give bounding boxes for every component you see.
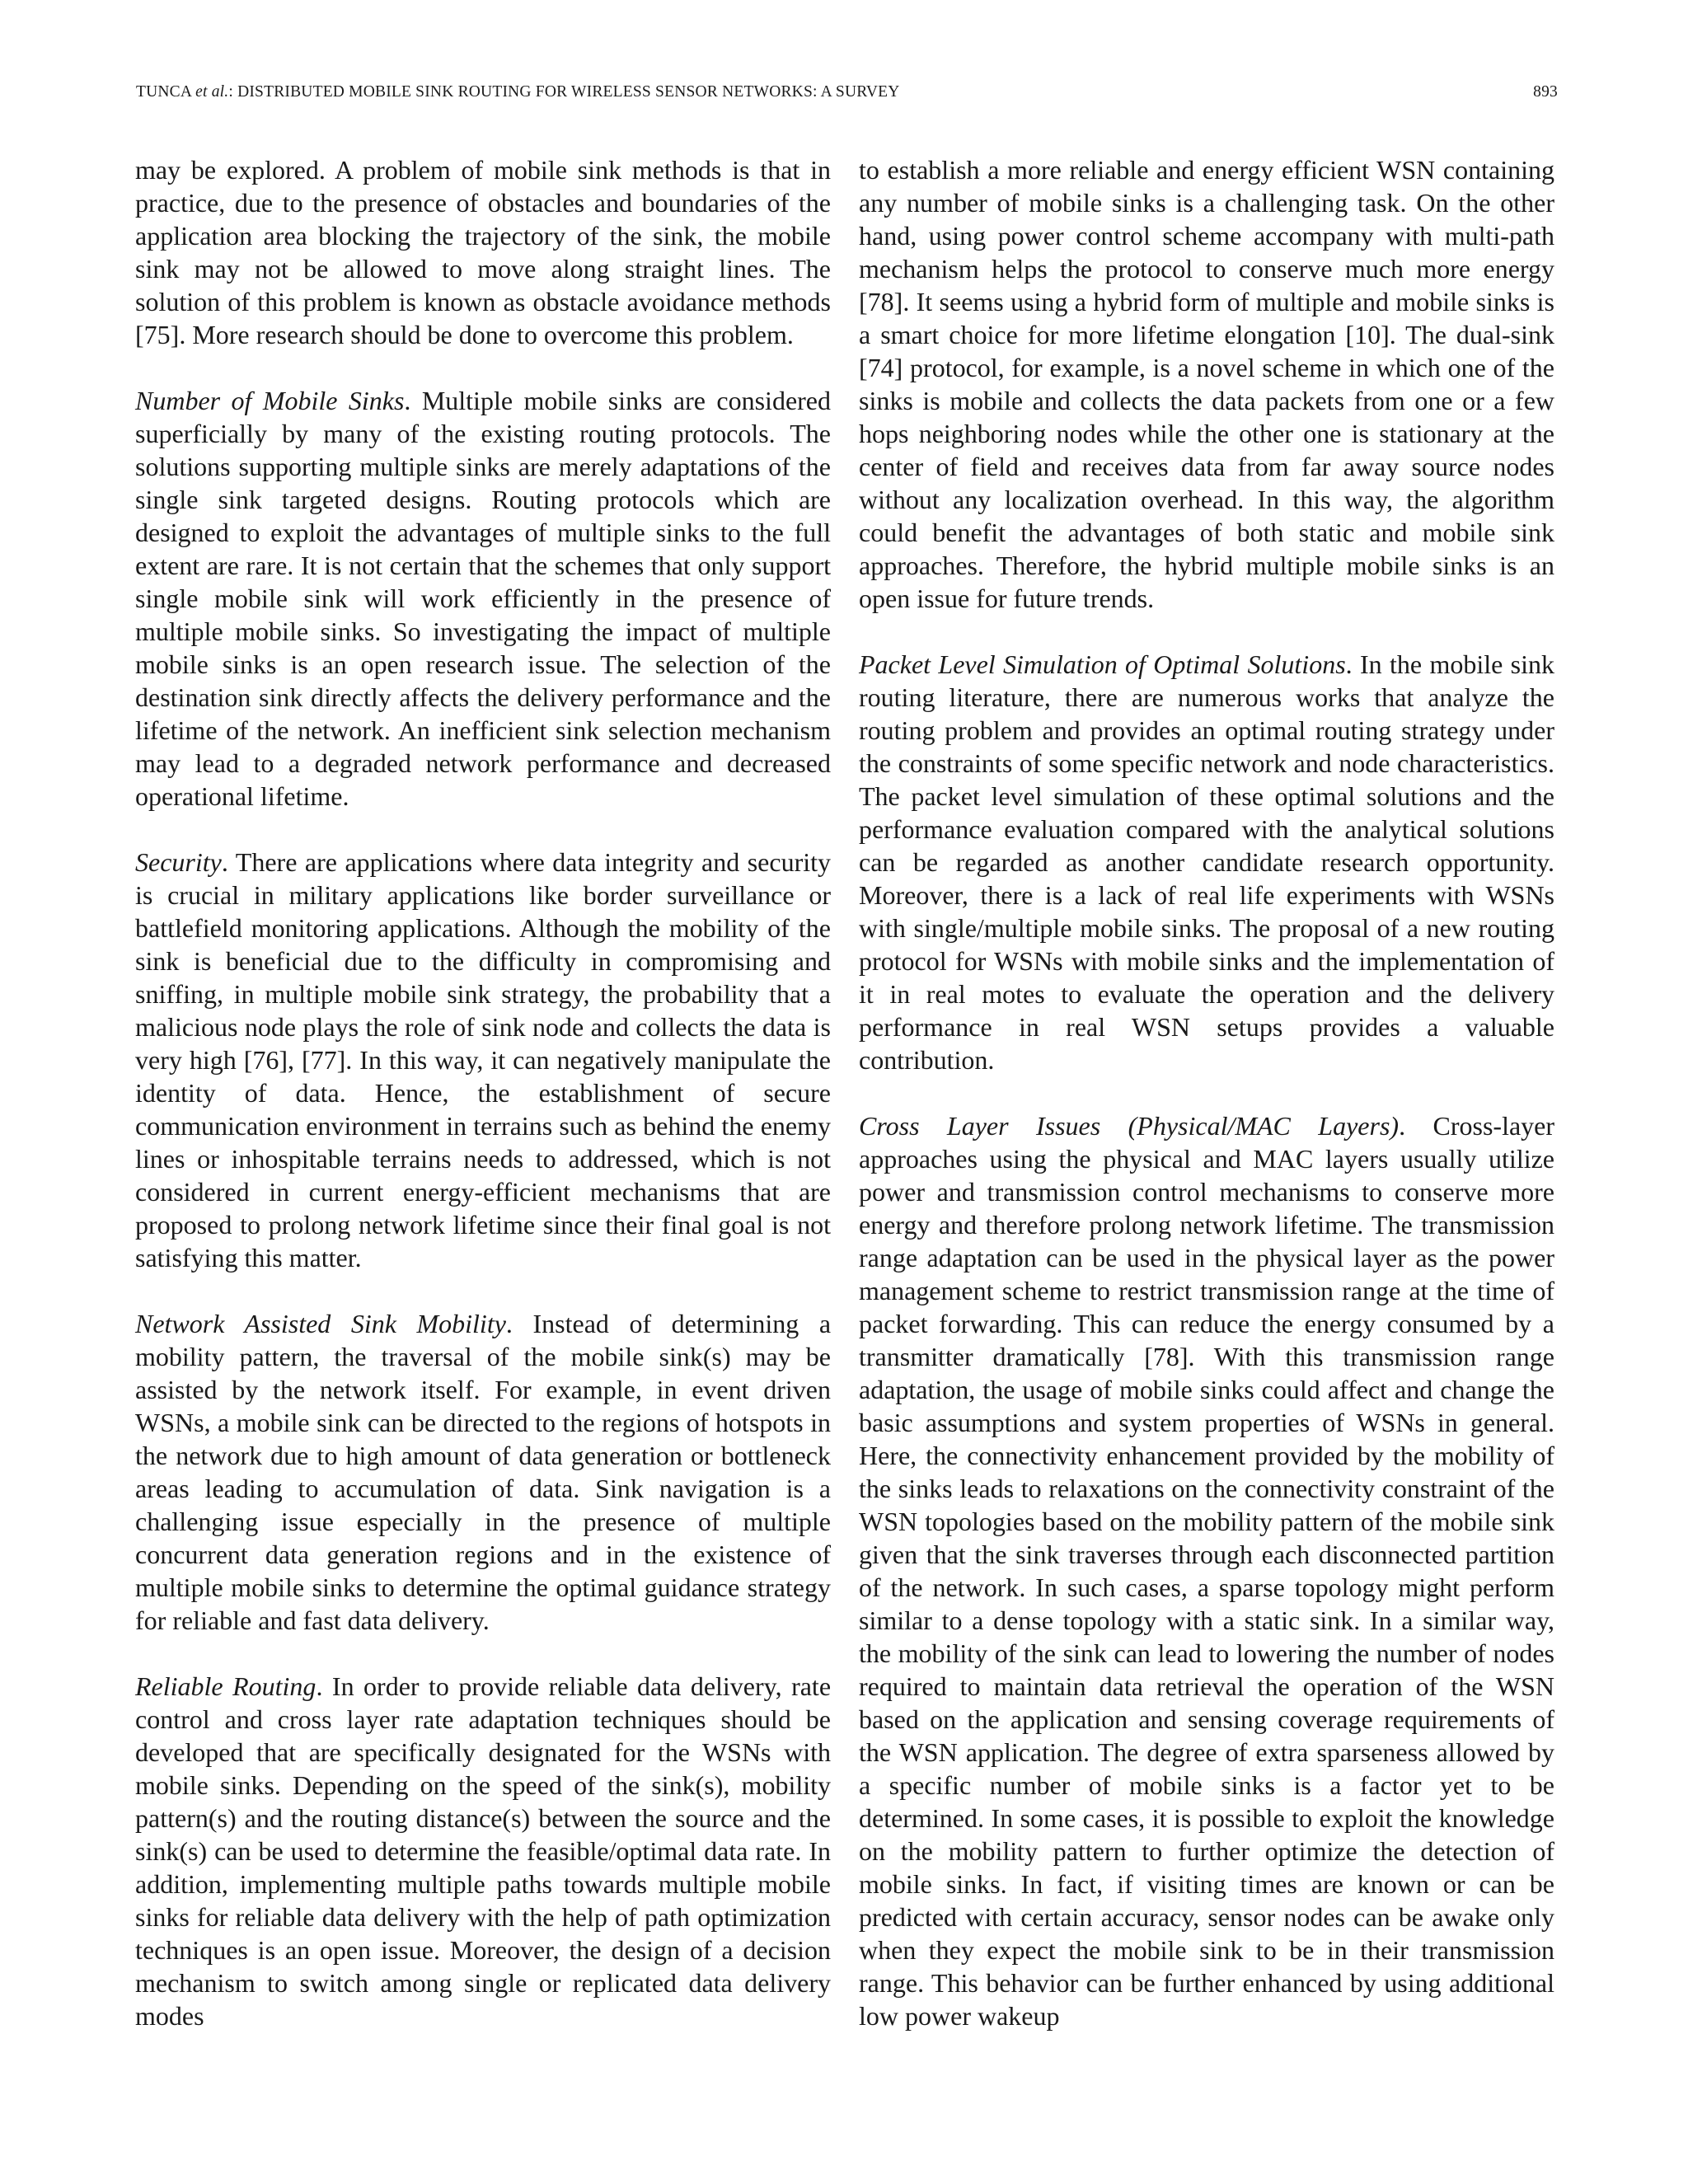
paragraph-body: may be explored. A problem of mobile sink methods is that in practice, due to the presence of obstacles and boundaries of the application area blocking the trajectory of the sink, the mobile sink may not be allowed to move along straight lines. The solution of this problem is known as obstacle avoidance methods [75]. More research should be done to overcome this problem. <box>135 155 831 349</box>
paragraph-security: Security. There are applications where data integrity and security is crucial in military applications like border surveillance or battlefield monitoring applications. Although the mobility of the sink is beneficial due to the difficulty in compromising and sniffing, in multiple mobile sink strategy, the probability that a malicious node plays the role of sink node and collects the data is very high [76], [77]. In this way, it can negatively manipulate the identity of data. Hence, the establishment of secure communication environment in terrains such as behind the enemy lines or inhospitable terrains needs to addressed, which is not considered in current energy-efficient mechanisms that are proposed to prolong network lifetime since their final goal is not satisfying this matter. <box>135 847 832 1272</box>
section-title: Number of Mobile Sinks <box>135 386 405 415</box>
section-title: Network Assisted Sink Mobility <box>135 1309 506 1338</box>
running-title-etal: et al. <box>195 83 229 101</box>
paragraph-body: to establish a more reliable and energy efficient WSN containing any number of mobile sinks is a challenging task. On the other hand, using power control scheme accompany with multi-path mechanism helps the protocol to conserve much more energy [78]. It seems using a hybrid form of multiple and mobile sinks is a smart choice for more lifetime elongation [10]. The dual-sink [74] protocol, for example, is a novel scheme in which one of the sinks is mobile and collects the data packets from one or a few hops neighboring nodes while the other one is stationary at the center of field and receives data from far away source nodes without any localization overhead. In this way, the algorithm could benefit the advantages of both static and mobile sink approaches. Therefore, the hybrid multiple mobile sinks is an open issue for future trends. <box>859 155 1554 613</box>
paragraph-hybrid-sinks <box>859 153 1554 615</box>
paragraph-body: Multiple mobile sinks are considered superficially by many of the existing routing protocols. The solutions supporting multiple sinks are merely adaptations of the single sink targeted designs. Routing protocols which are designed to exploit the advantages of multiple sinks to the full extent are rare. It is not certain that the schemes that only support single mobile sink will work efficiently in the presence of multiple mobile sinks. So investigating the impact of multiple mobile sinks is an open research issue. The selection of the destination sink directly affects the delivery performance and the lifetime of the network. An inefficient sink selection mechanism may lead to a degraded network performance and decreased operational lifetime. <box>135 386 831 811</box>
running-title-text: : DISTRIBUTED MOBILE SINK ROUTING FOR WIRELESS SENSOR NETWORKS: A SURVEY <box>228 83 900 101</box>
paragraph-obstacle-avoidance <box>135 153 831 351</box>
running-title-author: TUNCA <box>136 83 192 101</box>
paragraph-body: There are applications where data integrity and security is crucial in military applications like border surveillance or battlefield monitoring applications. Although the mobility of the sink is beneficial due to the difficulty in compromising and sniffing, in multiple mobile sink strategy, the probability that a malicious node plays the role of sink node and collects the data is very high [76], [77]. In this way, it can negatively manipulate the identity of data. Hence, the establishment of secure communication environment in terrains such as behind the enemy lines or inhospitable terrains needs to addressed, which is not considered in current energy-efficient mechanisms that are proposed to prolong network lifetime since their final goal is not satisfying this matter. <box>135 847 832 1272</box>
section-title: Reliable Routing <box>135 1671 316 1701</box>
page-number: 893 <box>1533 83 1558 101</box>
paragraph-body: Instead of determining a mobility pattern, the traversal of the mobile sink(s) may be assisted by the network itself. For example, in event driven WSNs, a mobile sink can be directed to the regions of hotspots in the network due to high amount of data generation or bottleneck areas leading to accumulation of data. Sink navigation is a challenging issue especially in the presence of multiple concurrent data generation regions and in the existence of multiple mobile sinks to determine the optimal guidance strategy for reliable and fast data delivery. <box>135 1309 832 1635</box>
paragraph-packet-level-simulation: Packet Level Simulation of Optimal Solutions. In the mobile sink routing literature, there are numerous works that analyze the routing problem and provides an optimal routing strategy under the constraints of some specific network and node characteristics. The packet level simulation of these optimal solutions and the performance evaluation compared with the analytical solutions can be regarded as another candidate research opportunity. Moreover, there is a lack of real life experiments with WSNs with single/multiple mobile sinks. The proposal of a new routing protocol for WSNs with mobile sinks and the implementation of it in real motes to evaluate the operation and the delivery performance in real WSN setups provides a valuable contribution. <box>859 649 1555 1075</box>
paragraph-number-of-mobile-sinks: Number of Mobile Sinks. Multiple mobile sinks are considered superficially by many of the existing routing protocols. The solutions supporting multiple sinks are merely adaptations of the single sink targeted designs. Routing protocols which are designed to exploit the advantages of multiple sinks to the full extent are rare. It is not certain that the schemes that only support single mobile sink will work efficiently in the presence of multiple mobile sinks. So investigating the impact of multiple mobile sinks is an open research issue. The selection of the destination sink directly affects the delivery performance and the lifetime of the network. An inefficient sink selection mechanism may lead to a degraded network performance and decreased operational lifetime. <box>135 386 831 811</box>
paragraph-body: In order to provide reliable data delivery, rate control and cross layer rate adaptation techniques should be developed that are specifically designated for the WSNs with mobile sinks. Depending on the speed of the sink(s), mobility pattern(s) and the routing distance(s) between the source and the sink(s) can be used to determine the feasible/optimal data rate. In addition, implementing multiple paths towards multiple mobile sinks for reliable data delivery with the help of path optimization techniques is an open issue. Moreover, the design of a decision mechanism to switch among single or replicated data delivery modes <box>135 1671 832 2031</box>
running-title <box>136 81 900 104</box>
section-title: Cross Layer Issues (Physical/MAC Layers) <box>859 1111 1400 1141</box>
paragraph-cross-layer-issues: Cross Layer Issues (Physical/MAC Layers). Cross-layer approaches using the physical and MAC layers usually utilize power and transmission control mechanisms to conserve more energy and therefore prolong network lifetime. The transmission range adaptation can be used in the physical layer as the power management scheme to restrict transmission range at the time of packet forwarding. This can reduce the energy consumed by a transmitter dramatically [78]. With this transmission range adaptation, the usage of mobile sinks could affect and change the basic assumptions and system properties of WSNs in general. Here, the connectivity enhancement provided by the mobility of the sinks leads to relaxations on the connectivity constraint of the WSN topologies based on the mobility pattern of the mobile sink given that the sink traverses through each disconnected partition of the network. In such cases, a sparse topology might perform similar to a dense topology with a static sink. In a similar way, the mobility of the sink can lead to lowering the number of nodes required to maintain data retrieval the operation of the WSN based on the application and sensing coverage requirements of the WSN application. The degree of extra sparseness allowed by a specific number of mobile sinks is a factor yet to be determined. In some cases, it is possible to exploit the knowledge on the mobility pattern to further optimize the detection of mobile sinks. In fact, if visiting times are known or can be predicted with certain accuracy, sensor nodes can be awake only when they expect the mobile sink to be in their transmission range. This behavior can be further enhanced by using additional low power wakeup <box>859 1111 1555 2031</box>
section-title: Security <box>135 847 222 877</box>
running-header <box>136 81 1558 104</box>
paragraph-network-assisted-sink-mobility: Network Assisted Sink Mobility. Instead of determining a mobility pattern, the traversal of the mobile sink(s) may be assisted by the network itself. For example, in event driven WSNs, a mobile sink can be directed to the regions of hotspots in the network due to high amount of data generation or bottleneck areas leading to accumulation of data. Sink navigation is a challenging issue especially in the presence of multiple concurrent data generation regions and in the existence of multiple mobile sinks to determine the optimal guidance strategy for reliable and fast data delivery. <box>135 1309 832 1635</box>
paragraph-reliable-routing: Reliable Routing. In order to provide reliable data delivery, rate control and cross layer rate adaptation techniques should be developed that are specifically designated for the WSNs with mobile sinks. Depending on the speed of the sink(s), mobility pattern(s) and the routing distance(s) between the source and the sink(s) can be used to determine the feasible/optimal data rate. In addition, implementing multiple paths towards multiple mobile sinks for reliable data delivery with the help of path optimization techniques is an open issue. Moreover, the design of a decision mechanism to switch among single or replicated data delivery modes <box>135 1671 832 2031</box>
section-title: Packet Level Simulation of Optimal Solutions <box>859 649 1346 679</box>
left-column <box>135 153 831 2032</box>
paragraph-body: Cross-layer approaches using the physical and MAC layers usually utilize power and transmission control mechanisms to conserve more energy and therefore prolong network lifetime. The transmission range adaptation can be used in the physical layer as the power management scheme to restrict transmission range at the time of packet forwarding. This can reduce the energy consumed by a transmitter dramatically [78]. With this transmission range adaptation, the usage of mobile sinks could affect and change the basic assumptions and system properties of WSNs in general. Here, the connectivity enhancement provided by the mobility of the sinks leads to relaxations on the connectivity constraint of the WSN topologies based on the mobility pattern of the mobile sink given that the sink traverses through each disconnected partition of the network. In such cases, a sparse topology might perform similar to a dense topology with a static sink. In a similar way, the mobility of the sink can lead to lowering the number of nodes required to maintain data retrieval the operation of the WSN based on the application and sensing coverage requirements of the WSN application. The degree of extra sparseness allowed by a specific number of mobile sinks is a factor yet to be determined. In some cases, it is possible to exploit the knowledge on the mobility pattern to further optimize the detection of mobile sinks. In fact, if visiting times are known or can be predicted with certain accuracy, sensor nodes can be awake only when they expect the mobile sink to be in their transmission range. This behavior can be further enhanced by using additional low power wakeup <box>859 1111 1555 2031</box>
right-column <box>859 153 1554 2032</box>
paragraph-body: In the mobile sink routing literature, there are numerous works that analyze the routing problem and provides an optimal routing strategy under the constraints of some specific network and node characteristics. The packet level simulation of these optimal solutions and the performance evaluation compared with the analytical solutions can be regarded as another candidate research opportunity. Moreover, there is a lack of real life experiments with WSNs with single/multiple mobile sinks. The proposal of a new routing protocol for WSNs with mobile sinks and the implementation of it in real motes to evaluate the operation and the delivery performance in real WSN setups provides a valuable contribution. <box>859 649 1555 1075</box>
